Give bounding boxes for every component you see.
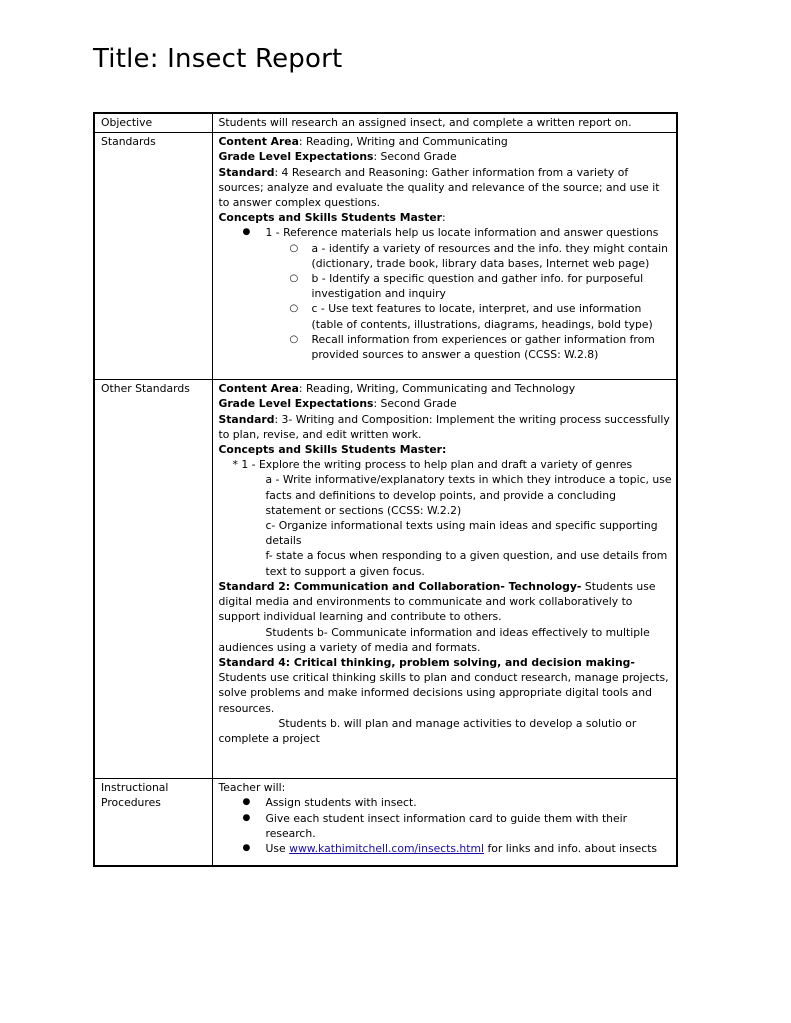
- standard-label: Standard: [218, 165, 275, 179]
- standards-row: [94, 133, 677, 380]
- page-title: Title: Insect Report: [93, 44, 343, 74]
- content-area-value: : Reading, Writing and Communicating: [298, 135, 508, 149]
- concepts-heading: [219, 442, 673, 457]
- standard-2-label: Standard 2: Communication and Collaboration- Technology-: [218, 579, 582, 593]
- standard-value: : 4 Research and Reasoning: Gather information from a variety of sources; analyze and evaluate the quality and relevance of the source; and use it to answer complex questions.: [218, 165, 660, 210]
- list-item-text: Use: [265, 841, 290, 855]
- list-item: ○ c - Use text features to locate, interpret, and use information (table of contents, illustrations, diagrams, headings, bold type): [266, 301, 673, 331]
- list-item: ● Assign students with insect.: [219, 795, 673, 810]
- standard-4-sub: [219, 716, 673, 746]
- standard-2-sub: [219, 625, 673, 655]
- content-area-value: : Reading, Writing, Communicating and Technology: [298, 382, 576, 396]
- grade-value: : Second Grade: [373, 397, 457, 411]
- procedures-row: [94, 779, 677, 867]
- standard-label: Standard: [218, 412, 275, 426]
- writing-sub-a: a - Write informative/explanatory texts in which they introduce a topic, use facts and definitions to develop points, and provide a concluding statement or sections (CCSS: W.2.2): [265, 473, 672, 517]
- list-item-text: for links and info. about insects: [484, 841, 658, 855]
- content-area-label: Content Area: [218, 382, 299, 396]
- concepts-label: Concepts and Skills Students Master:: [218, 443, 447, 457]
- concepts-list: [219, 225, 673, 362]
- standard-2-text: Students use digital media and environments to communicate and work collaboratively to support individual learning and contribute to others.: [218, 579, 656, 624]
- standard-value: : 3- Writing and Composition: Implement the writing process successfully to plan, revise, and edit written work.: [218, 412, 670, 441]
- other-standards-label: Other Standards: [94, 380, 212, 779]
- standard-text: [219, 412, 673, 442]
- content-area-label: Content Area: [218, 135, 299, 149]
- standard-4-label: Standard 4: Critical thinking, problem solving, and decision making-: [218, 655, 635, 669]
- standards-label: Standards: [94, 133, 212, 380]
- grade-level: [219, 396, 673, 411]
- list-item: [219, 841, 673, 856]
- standard-2-sub-text: Students b- Communicate information and ideas effectively to multiple audiences using a variety of media and formats.: [218, 625, 650, 654]
- standards-content: [212, 133, 677, 380]
- concepts-label: Concepts and Skills Students Master: [218, 211, 443, 225]
- content-area: [219, 381, 673, 396]
- standard-4-text: Students use critical thinking skills to plan and conduct research, manage projects, solve problems and make informed decisions using appropriate digital tools and resources.: [218, 671, 669, 715]
- standard-4: [219, 655, 673, 716]
- writing-sub-c: c- Organize informational texts using main ideas and specific supporting details: [265, 519, 658, 548]
- list-item: ● Give each student insect information card to guide them with their research.: [219, 811, 673, 841]
- procedures-intro: Teacher will:: [218, 781, 286, 795]
- list-item: ○ Recall information from experiences or gather information from provided sources to answer a question (CCSS: W.2.8): [266, 332, 673, 362]
- writing-item-1: * 1 - Explore the writing process to help plan and draft a variety of genres: [232, 458, 633, 472]
- standard-text: [219, 165, 673, 211]
- writing-sub-f: f- state a focus when responding to a given question, and use details from text to support a given focus.: [265, 549, 668, 578]
- procedures-list: [219, 795, 673, 856]
- concepts-heading: [219, 210, 673, 225]
- grade-value: : Second Grade: [373, 150, 457, 164]
- list-item: [219, 225, 673, 362]
- grade-label: Grade Level Expectations: [218, 150, 374, 164]
- sub-list: [266, 241, 673, 363]
- list-item: ○ a - identify a variety of resources and the info. they might contain (dictionary, trade book, library data bases, Internet web page): [266, 241, 673, 271]
- other-standards-row: [94, 380, 677, 779]
- objective-text: Students will research an assigned insect, and complete a written report on.: [212, 113, 677, 133]
- procedures-label: Instructional Procedures: [94, 779, 212, 867]
- content-area: [219, 134, 673, 149]
- grade-level: [219, 149, 673, 164]
- objective-label: Objective: [94, 113, 212, 133]
- standard-2: [219, 579, 673, 625]
- list-item: ○ b - Identify a specific question and gather info. for purposeful investigation and inquiry: [266, 271, 673, 301]
- procedures-content: [212, 779, 677, 867]
- concepts-colon: :: [442, 211, 446, 225]
- other-standards-content: [212, 380, 677, 779]
- standard-4-sub-text: Students b. will plan and manage activities to develop a solutio or complete a project: [218, 716, 637, 745]
- insects-link[interactable]: www.kathimitchell.com/insects.html: [289, 841, 485, 855]
- list-item-text: 1 - Reference materials help us locate information and answer questions: [265, 226, 659, 240]
- grade-label: Grade Level Expectations: [218, 397, 374, 411]
- lesson-plan-table: [93, 112, 678, 867]
- objective-row: [94, 113, 677, 133]
